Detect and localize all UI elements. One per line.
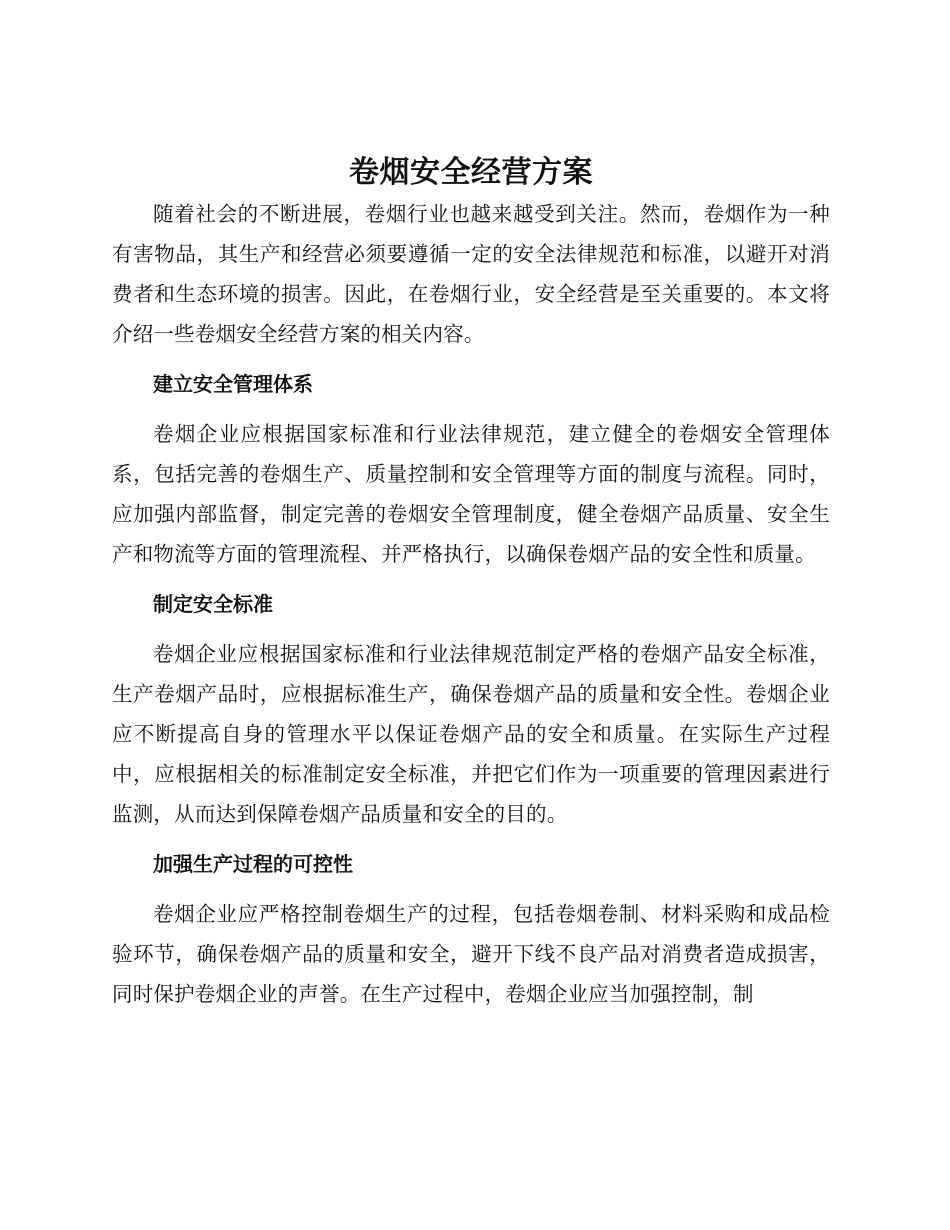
section-heading-management-system: 建立安全管理体系 [153, 372, 313, 396]
intro-paragraph: 随着社会的不断进展，卷烟行业也越来越受到关注。然而，卷烟作为一种有害物品，其生产和经营必须要遵循一定的安全法律规范和标准，以避开对消费者和生态环境的损害。因此，在卷烟行业，安全经营是至关重要的。本文将介绍一些卷烟安全经营方案的相关内容。 [112, 202, 830, 346]
section-heading-safety-standards: 制定安全标准 [153, 592, 273, 616]
document-body [112, 152, 830, 1014]
document-title: 卷烟安全经营方案 [349, 155, 593, 190]
section-heading-process-control: 加强生产过程的可控性 [153, 852, 353, 876]
section-body-safety-standards: 卷烟企业应根据国家标准和行业法律规范制定严格的卷烟产品安全标准，生产卷烟产品时，应根据标准生产，确保卷烟产品的质量和安全性。卷烟企业应不断提高自身的管理水平以保证卷烟产品的安全和质量。在实际生产过程中，应根据相关的标准制定安全标准，并把它们作为一项重要的管理因素进行监测，从而达到保障卷烟产品质量和安全的目的。 [112, 642, 830, 826]
section-body-process-control: 卷烟企业应严格控制卷烟生产的过程，包括卷烟卷制、材料采购和成品检验环节，确保卷烟产品的质量和安全，避开下线不良产品对消费者造成损害，同时保护卷烟企业的声誉。在生产过程中，卷烟企业应当加强控制，制 [112, 902, 830, 1006]
section-body-management-system: 卷烟企业应根据国家标准和行业法律规范，建立健全的卷烟安全管理体系，包括完善的卷烟生产、质量控制和安全管理等方面的制度与流程。同时，应加强内部监督，制定完善的卷烟安全管理制度，健全卷烟产品质量、安全生产和物流等方面的管理流程、并严格执行，以确保卷烟产品的安全性和质量。 [112, 422, 830, 566]
